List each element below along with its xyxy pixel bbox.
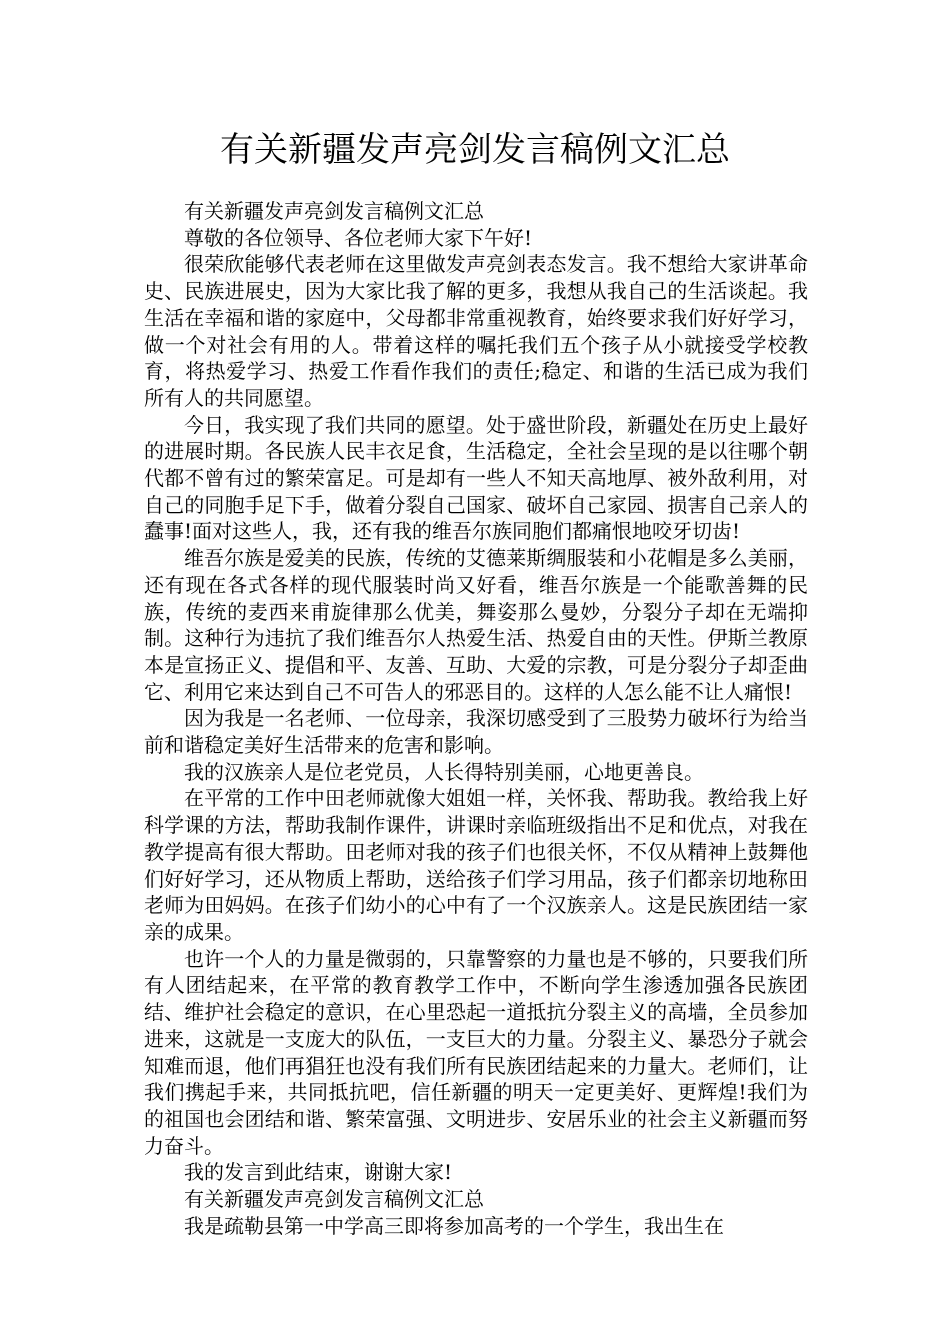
paragraph: 有关新疆发声亮剑发言稿例文汇总 bbox=[184, 1187, 484, 1212]
paragraph: 维吾尔族是爱美的民族，传统的艾德莱斯绸服装和小花帽是多么美丽，还有现在各式各样的现代服装时尚又好看，维吾尔族是一个能歌善舞的民族，传统的麦西来甫旋律那么优美，舞姿那么曼妙，分裂分子却在无端抑制。这种行为违抗了我们维吾尔人热爱生活、热爱自由的天性。伊斯兰教原本是宣扬正义、提倡和平、友善、互助、大爱的宗教，可是分裂分子却歪曲它、利用它来达到自己不可告人的邪恶目的。这样的人怎么能不让人痛恨! bbox=[144, 546, 808, 704]
document-title: 有关新疆发声亮剑发言稿例文汇总 bbox=[220, 130, 730, 170]
paragraph: 尊敬的各位领导、各位老师大家下午好! bbox=[184, 225, 533, 250]
document-body bbox=[144, 198, 808, 1239]
paragraph: 也许一个人的力量是微弱的，只靠警察的力量也是不够的，只要我们所有人团结起来，在平常的教育教学工作中，不断向学生渗透加强各民族团结、维护社会稳定的意识，在心里恐起一道抵抗分裂主义的高墙，全员参加进来，这就是一支庞大的队伍，一支巨大的力量。分裂主义、暴恐分子就会知难而退，他们再猖狂也没有我们所有民族团结起来的力量大。老师们，让我们携起手来，共同抵抗吧，信任新疆的明天一定更美好、更辉煌!我们为的祖国也会团结和谐、繁荣富强、文明进步、安居乐业的社会主义新疆而努力奋斗。 bbox=[144, 946, 808, 1158]
paragraph: 有关新疆发声亮剑发言稿例文汇总 bbox=[184, 199, 484, 223]
paragraph: 今日，我实现了我们共同的愿望。处于盛世阶段，新疆处在历史上最好的进展时期。各民族人民丰衣足食，生活稳定，全社会呈现的是以往哪个朝代都不曾有过的繁荣富足。可是却有一些人不知天高地厚、被外敌利用，对自己的同胞手足下手，做着分裂自己国家、破坏自己家园、损害自己亲人的蠢事!面对这些人，我，还有我的维吾尔族同胞们都痛恨地咬牙切齿! bbox=[144, 412, 808, 544]
paragraph: 我的汉族亲人是位老党员，人长得特别美丽，心地更善良。 bbox=[184, 759, 704, 784]
paragraph: 我的发言到此结束，谢谢大家! bbox=[184, 1160, 453, 1185]
paragraph: 因为我是一名老师、一位母亲，我深切感受到了三股势力破坏行为给当前和谐稳定美好生活带来的危害和影响。 bbox=[144, 706, 808, 758]
paragraph: 很荣欣能够代表老师在这里做发声亮剑表态发言。我不想给大家讲革命史、民族进展史，因为大家比我了解的更多，我想从我自己的生活谈起。我生活在幸福和谐的家庭中，父母都非常重视教育，始终要求我们好好学习，做一个对社会有用的人。带着这样的嘱托我们五个孩子从小就接受学校教育，将热爱学习、热爱工作看作我们的责任;稳定、和谐的生活已成为我们所有人的共同愿望。 bbox=[144, 252, 808, 410]
paragraph: 在平常的工作中田老师就像大姐姐一样，关怀我、帮助我。教给我上好科学课的方法，帮助我制作课件，讲课时亲临班级指出不足和优点，对我在教学提高有很大帮助。田老师对我的孩子们也很关怀，不仅从精神上鼓舞他们好好学习，还从物质上帮助，送给孩子们学习用品，孩子们都亲切地称田老师为田妈妈。在孩子们幼小的心中有了一个汉族亲人。这是民族团结一家亲的成果。 bbox=[144, 786, 808, 944]
paragraph: 我是疏勒县第一中学高三即将参加高考的一个学生，我出生在 bbox=[184, 1213, 724, 1238]
